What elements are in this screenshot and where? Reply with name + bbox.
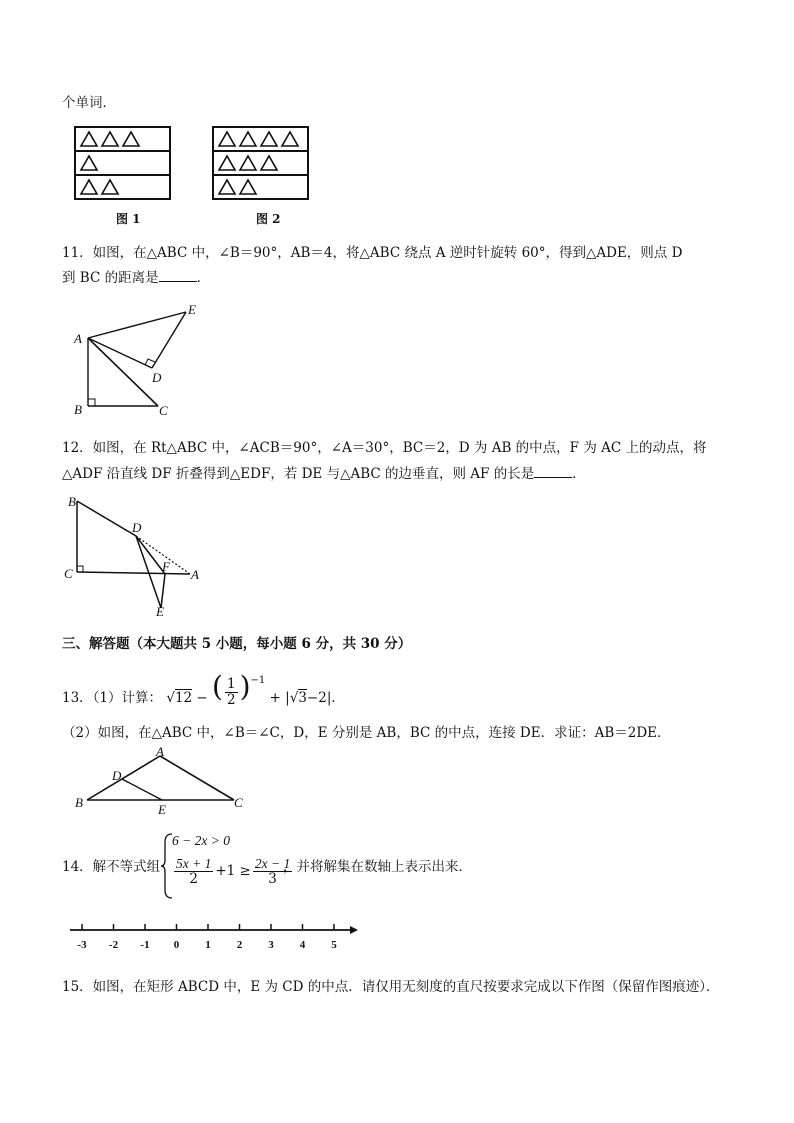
- triangle-icon: [81, 180, 97, 194]
- triangle-icon: [123, 132, 139, 146]
- question-14-suffix: ，并将解集在数轴上表示出来．: [283, 859, 472, 875]
- axis-tick-label: 3: [268, 939, 274, 951]
- label-C: C: [234, 795, 243, 810]
- arrow-right-icon: [350, 926, 358, 934]
- sqrt-12: √12: [166, 690, 193, 706]
- inequality-1: 6 − 2x > 0: [172, 833, 230, 848]
- triangle-icon: [240, 180, 256, 194]
- question-14-prefix: 14．解不等式组: [62, 859, 161, 875]
- triangle-grid-figures: [70, 124, 320, 228]
- absolute-value: |√3−2|．: [285, 690, 345, 706]
- question-11-line-1: 11．如图，在△ABC 中，∠B＝90°，AB＝4，将△ABC 绕点 A 逆时针旋转 60°，得到△ADE，则点 D: [62, 245, 683, 261]
- triangle-icon: [81, 156, 97, 170]
- top-fragment: 个单词．: [62, 95, 116, 111]
- triangle-icon: [102, 180, 118, 194]
- answer-blank: [159, 269, 197, 282]
- axis-tick-label: 2: [236, 939, 243, 951]
- question-13-figure: [70, 744, 250, 814]
- triangle-icon: [261, 156, 277, 170]
- question-12-line-1: 12．如图，在 Rt△ABC 中，∠ACB＝90°，∠A＝30°，BC＝2，D 为 AB 的中点，F 为 AC 上的动点，将: [62, 440, 707, 456]
- label-C: C: [159, 403, 168, 418]
- question-12-text: △ADF 沿直线 DF 折叠得到△EDF，若 DE 与△ABC 的边垂直，则 AF 的长是: [62, 466, 535, 482]
- label-B: B: [74, 402, 82, 417]
- label-F: F: [162, 559, 170, 574]
- label-D: D: [132, 520, 142, 535]
- triangle-icon: [240, 156, 256, 170]
- question-13-part-1: 13．（1）计算： √12 − ( $\frac{1}{2}$ )$^{-1}$ + |√3−2|．: [62, 670, 345, 708]
- label-E: E: [158, 802, 166, 814]
- question-15-line-1: 15．如图，在矩形 ABCD 中，E 为 CD 的中点．请仅用无刻度的直尺按要求完成以下作图（保留作图痕迹）．: [62, 979, 720, 995]
- label-D: D: [112, 768, 122, 783]
- figure-2-caption: 图 2: [256, 212, 281, 226]
- axis-tick-label: -3: [77, 939, 87, 951]
- triangle-icon: [81, 132, 97, 146]
- triangle-icon: [219, 156, 235, 170]
- question-12-figure: [62, 490, 212, 618]
- question-11-text: 到 BC 的距离是: [62, 270, 159, 286]
- question-12-line-2: △ADF 沿直线 DF 折叠得到△EDF，若 DE 与△ABC 的边垂直，则 AF 的长是 ．: [62, 466, 586, 482]
- label-A: A: [191, 567, 199, 582]
- axis-tick-label: -1: [140, 939, 150, 951]
- question-11-figure: [66, 298, 216, 420]
- figure-1-caption: 图 1: [116, 212, 141, 226]
- axis-tick-label: 4: [299, 939, 306, 951]
- figure-1-grid: [75, 127, 170, 199]
- label-B: B: [68, 494, 76, 509]
- label-D: D: [152, 370, 162, 385]
- triangle-icon: [240, 132, 256, 146]
- triangle-icon: [261, 132, 277, 146]
- figure-2-grid: [213, 127, 308, 199]
- section-3-heading: 三、解答题（本大题共 5 小题，每小题 6 分，共 30 分）: [62, 636, 412, 652]
- triangle-icon: [219, 180, 235, 194]
- number-line: [66, 920, 366, 956]
- label-C: C: [64, 566, 73, 581]
- triangle-icon: [102, 132, 118, 146]
- question-11-line-2: 到 BC 的距离是 ．: [62, 270, 211, 286]
- label-E: E: [156, 604, 164, 618]
- label-A: A: [74, 331, 82, 346]
- answer-blank: [534, 465, 572, 478]
- axis-tick-label: -2: [108, 939, 119, 951]
- label-A: A: [156, 744, 164, 759]
- triangle-icon: [282, 132, 298, 146]
- label-E: E: [188, 302, 196, 317]
- question-13-part-2: （2）如图，在△ABC 中，∠B＝∠C，D，E 分别是 AB，BC 的中点，连接 DE．求证：AB＝2DE．: [62, 725, 671, 741]
- axis-tick-label: 5: [331, 939, 337, 951]
- triangle-icon: [219, 132, 235, 146]
- inequality-2: $\frac{5x + 1}{2}$ +1 ≥ $\frac{2x - 1}{3}$: [176, 856, 291, 887]
- axis-tick-label: 1: [205, 939, 211, 951]
- axis-tick-label: 0: [173, 939, 180, 951]
- fraction-one-half: $\frac{1}{2}$: [226, 676, 236, 708]
- label-B: B: [75, 795, 83, 810]
